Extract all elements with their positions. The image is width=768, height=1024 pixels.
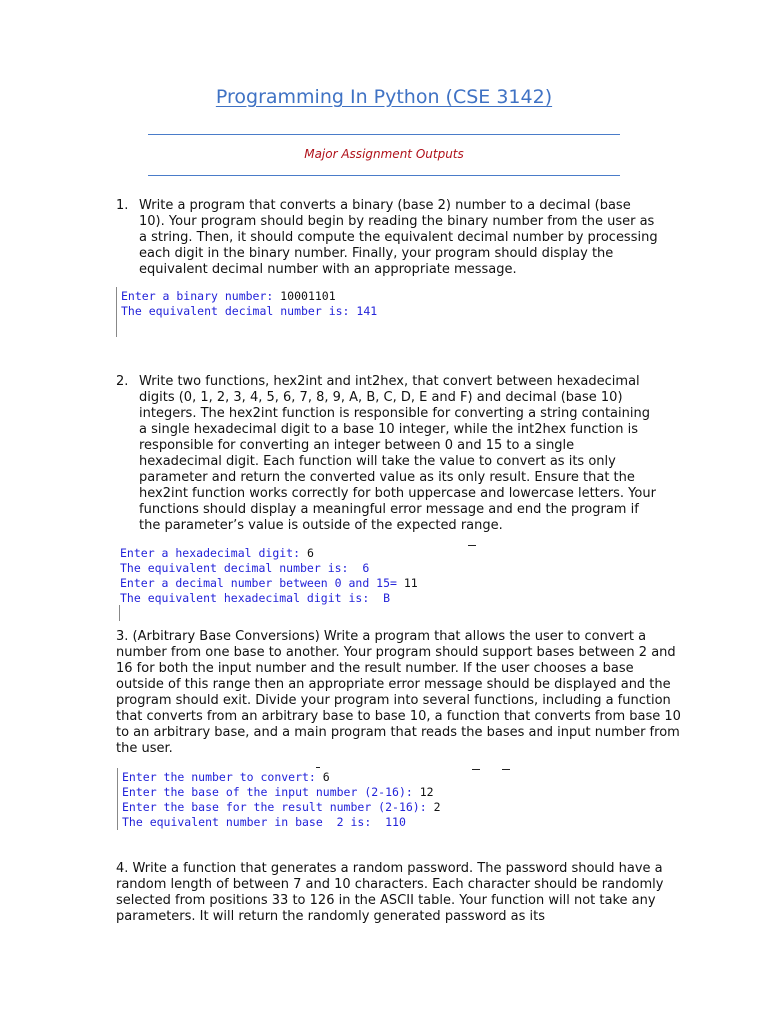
output-3-line-2-prompt: Enter the base of the input number (2-16): <box>122 785 420 799</box>
question-4-text: 4. Write a function that generates a random password. The password should have a random length of between 7 and 10 characters. Each character should be randomly selected from positions 33 to 126 in the ASCII table. Your function will not take any parameters. It will return the randomly generated password as its <box>116 861 664 924</box>
output-2-line-4: The equivalent hexadecimal digit is: B <box>120 591 391 605</box>
output-3-line-1-value: 6 <box>322 770 330 784</box>
output-3-bar <box>117 768 118 830</box>
output-1-line-2: The equivalent decimal number is: 141 <box>121 304 378 318</box>
output-3-line-3-prompt: Enter the base for the result number (2-16): <box>122 800 434 814</box>
output-3-console <box>122 770 441 830</box>
output-2-line-1-prompt: Enter a hexadecimal digit: <box>120 546 307 560</box>
title-divider-bottom <box>148 175 620 176</box>
output-1-console <box>121 289 377 319</box>
text-cursor <box>119 605 120 621</box>
output-3-line-4: The equivalent number in base 2 is: 110 <box>122 815 406 829</box>
output-1-line-1-value: 10001101 <box>280 289 336 303</box>
stray-mark <box>502 769 510 770</box>
output-3-line-2-value: 12 <box>419 785 434 799</box>
output-2-console <box>120 546 418 606</box>
question-3-text: 3. (Arbitrary Base Conversions) Write a program that allows the user to convert a number from one base to another. Your program should support bases between 2 and 16 for both the input number and the result number. If the user chooses a base outside of this range then an appropriate error message should be displayed and the program should exit. Divide your program into several functions, including a function that converts from an arbitrary base to base 10, a function that converts from base 10 to an arbitrary base, and a main program that reads the bases and input number from the user. <box>116 629 681 756</box>
output-2-line-3-value: 11 <box>403 576 418 590</box>
stray-mark <box>316 767 320 768</box>
page-title: Programming In Python (CSE 3142) <box>215 86 553 108</box>
output-3-line-1-prompt: Enter the number to convert: <box>122 770 323 784</box>
stray-mark <box>472 769 480 770</box>
question-2-number: 2. <box>116 374 129 389</box>
output-1-bar <box>116 287 117 337</box>
output-2-line-3-prompt: Enter a decimal number between 0 and 15= <box>120 576 404 590</box>
output-2-line-1-value: 6 <box>306 546 314 560</box>
page-subtitle: Major Assignment Outputs <box>304 147 464 161</box>
question-1-number: 1. <box>116 198 129 213</box>
output-2-line-2: The equivalent decimal number is: 6 <box>120 561 370 575</box>
question-1-text: Write a program that converts a binary (base 2) number to a decimal (base 10). Your program should begin by reading the binary number from the user as a string. Then, it should compute the equivalent decimal number by processing each digit in the binary number. Finally, your program should display the equivalent decimal number with an appropriate message. <box>139 198 658 277</box>
output-1-line-1-prompt: Enter a binary number: <box>121 289 281 303</box>
question-2-text: Write two functions, hex2int and int2hex, that convert between hexadecimal digits (0, 1, 2, 3, 4, 5, 6, 7, 8, 9, A, B, C, D, E and F) and decimal (base 10) integers. The hex2int function is responsible for converting a string containing a single hexadecimal digit to a base 10 integer, while the int2hex function is responsible for converting an integer between 0 and 15 to a single hexadecimal digit. Each function will take the value to convert as its only parameter and return the converted value as its only result. Ensure that the hex2int function works correctly for both uppercase and lowercase letters. Your functions should display a meaningful error message and end the program if the parameter’s value is outside of the expected range. <box>139 374 656 533</box>
title-divider-top <box>148 134 620 135</box>
stray-mark <box>468 545 476 546</box>
output-3-line-3-value: 2 <box>433 800 441 814</box>
